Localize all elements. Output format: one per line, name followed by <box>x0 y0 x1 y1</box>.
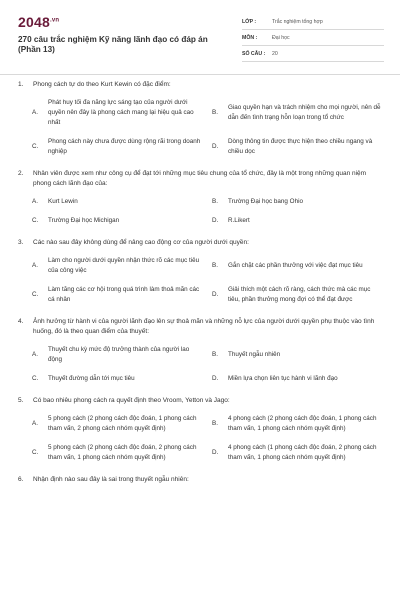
option-letter: C. <box>32 291 39 298</box>
answer-option-b[interactable] <box>212 345 384 365</box>
question-number: 3. <box>18 239 24 246</box>
meta-row-subject <box>242 30 384 46</box>
logo-text: 2048 <box>18 14 50 30</box>
question-text <box>18 169 384 189</box>
option-text: Gắn chặt các phần thưởng với việc đạt mục tiêu <box>228 262 363 269</box>
answer-option-c[interactable] <box>32 443 204 463</box>
question-number: 5. <box>18 397 24 404</box>
option-text: Giao quyền hạn và trách nhiệm cho mọi người, nên dễ dẫn đến tình trạng hỗn loạn trong tổ chức <box>228 104 381 121</box>
logo-suffix: .vn <box>49 17 60 24</box>
answer-options <box>32 256 384 305</box>
question-number: 4. <box>18 318 24 325</box>
document-header <box>18 14 384 62</box>
header-divider <box>0 74 400 75</box>
answer-option-d[interactable] <box>212 137 384 157</box>
option-text: R.Likert <box>228 217 250 224</box>
option-text: 5 phong cách (2 phong cách độc đoán, 2 phong cách tham vấn, 1 phong cách nhóm quyết định) <box>48 444 197 461</box>
answer-option-a[interactable] <box>32 98 204 128</box>
question-list <box>18 80 384 485</box>
answer-options <box>32 98 384 157</box>
question-2 <box>18 169 384 226</box>
question-number: 1. <box>18 81 24 88</box>
option-text: Thuyết chu kỳ mức độ trưởng thành của người lao động <box>48 346 190 363</box>
option-letter: C. <box>32 217 39 224</box>
question-text <box>18 238 384 248</box>
question-body: Nhân viên được xem như công cụ để đạt tới những mục tiêu chung của tổ chức, đây là một trong những quan niệm phong cách lãnh đạo của: <box>33 170 367 187</box>
option-text: Trường Đại học bang Ohio <box>228 198 303 205</box>
answer-option-c[interactable] <box>32 216 204 226</box>
option-text: Giải thích một cách rõ ràng, cách thức mà các mục tiêu, phần thưởng mong đợi có thể đạt được <box>228 286 371 303</box>
question-1 <box>18 80 384 157</box>
option-letter: A. <box>32 262 38 269</box>
option-letter: C. <box>32 449 39 456</box>
question-number: 2. <box>18 170 24 177</box>
option-letter: B. <box>212 420 218 427</box>
answer-option-d[interactable] <box>212 443 384 463</box>
option-letter: D. <box>212 217 219 224</box>
meta-key: MÔN : <box>242 34 258 41</box>
option-text: Kurt Lewin <box>48 198 78 205</box>
option-letter: C. <box>32 143 39 150</box>
document-meta <box>242 14 384 62</box>
question-body: Nhận định nào sau đây là sai trong thuyết ngẫu nhiên: <box>33 476 189 483</box>
meta-value: 20 <box>272 50 278 57</box>
option-letter: B. <box>212 262 218 269</box>
meta-key: LỚP : <box>242 18 257 25</box>
answer-option-a[interactable] <box>32 256 204 276</box>
option-letter: D. <box>212 449 219 456</box>
option-text: Làm cho người dưới quyền nhận thức rõ các mục tiêu của công việc <box>48 257 200 274</box>
answer-option-b[interactable] <box>212 98 384 128</box>
answer-option-b[interactable] <box>212 256 384 276</box>
option-text: Trường Đại học Michigan <box>48 217 120 224</box>
question-number: 6. <box>18 476 24 483</box>
option-letter: D. <box>212 375 219 382</box>
answer-option-a[interactable] <box>32 197 204 207</box>
meta-value: Đại học <box>272 34 290 41</box>
meta-row-class <box>242 14 384 30</box>
question-text <box>18 317 384 337</box>
option-letter: B. <box>212 109 218 116</box>
meta-value: Trắc nghiệm tổng hợp <box>272 18 323 25</box>
option-letter: B. <box>212 351 218 358</box>
answer-options <box>32 345 384 384</box>
option-text: 5 phong cách (2 phong cách độc đoán, 1 phong cách tham vấn, 2 phong cách nhóm quyết định) <box>48 415 197 432</box>
option-letter: B. <box>212 198 218 205</box>
option-letter: A. <box>32 420 38 427</box>
option-text: Miền lựa chọn liên tục hành vi lãnh đạo <box>228 375 338 382</box>
option-letter: C. <box>32 375 39 382</box>
option-letter: A. <box>32 351 38 358</box>
answer-option-c[interactable] <box>32 137 204 157</box>
site-logo[interactable] <box>18 14 59 30</box>
question-body: Các nào sau đây không dùng để nâng cao động cơ của người dưới quyền: <box>33 239 249 246</box>
answer-option-b[interactable] <box>212 414 384 434</box>
option-letter: D. <box>212 143 219 150</box>
answer-option-c[interactable] <box>32 285 204 305</box>
option-text: Dòng thông tin được thực hiện theo chiều ngang và chiều dọc <box>228 138 373 155</box>
answer-option-d[interactable] <box>212 374 384 384</box>
question-6 <box>18 475 384 485</box>
answer-option-a[interactable] <box>32 414 204 434</box>
option-text: 4 phong cách (2 phong cách độc đoán, 1 phong cách tham vấn, 1 phong cách nhóm quyết định) <box>228 415 377 432</box>
question-text <box>18 396 384 406</box>
option-text: Thuyết ngẫu nhiên <box>228 351 281 358</box>
option-letter: A. <box>32 198 38 205</box>
option-letter: A. <box>32 109 38 116</box>
option-letter: D. <box>212 291 219 298</box>
option-text: Phong cách này chưa được dùng rộng rãi trong doanh nghiệp <box>48 138 201 155</box>
question-3 <box>18 238 384 305</box>
meta-key: SỐ CÂU : <box>242 50 266 57</box>
answer-option-b[interactable] <box>212 197 384 207</box>
meta-row-count <box>242 46 384 62</box>
question-5 <box>18 396 384 463</box>
answer-options <box>32 414 384 463</box>
question-text <box>18 80 384 90</box>
option-text: 4 phong cách (1 phong cách độc đoán, 2 phong cách tham vấn, 1 phong cách nhóm quyết định) <box>228 444 377 461</box>
option-text: Thuyết đường dẫn tới mục tiêu <box>48 375 135 382</box>
option-text: Làm tăng các cơ hội trong quá trình làm thoả mãn các cá nhân <box>48 286 200 303</box>
answer-option-c[interactable] <box>32 374 204 384</box>
question-body: Phong cách tự do theo Kurt Kewin có đặc điểm: <box>33 81 171 88</box>
answer-option-d[interactable] <box>212 285 384 305</box>
document-title: 270 câu trắc nghiệm Kỹ năng lãnh đạo có đáp án (Phần 13) <box>18 35 208 54</box>
question-4 <box>18 317 384 384</box>
answer-options <box>32 197 384 226</box>
answer-option-a[interactable] <box>32 345 204 365</box>
answer-option-d[interactable] <box>212 216 384 226</box>
question-body: Có bao nhiêu phong cách ra quyết định theo Vroom, Yetton và Jago: <box>33 397 230 404</box>
question-body: Ảnh hưởng từ hành vi của người lãnh đạo lên sự thoả mãn và những nỗ lực của người dưới quyền phụ thuộc vào tình huống, đó là theo quan điểm của thuyết: <box>33 318 375 335</box>
option-text: Phát huy tối đa năng lực sáng tạo của người dưới quyền nên đây là phong cách mang lại hiệu quả cao nhất <box>48 99 194 126</box>
